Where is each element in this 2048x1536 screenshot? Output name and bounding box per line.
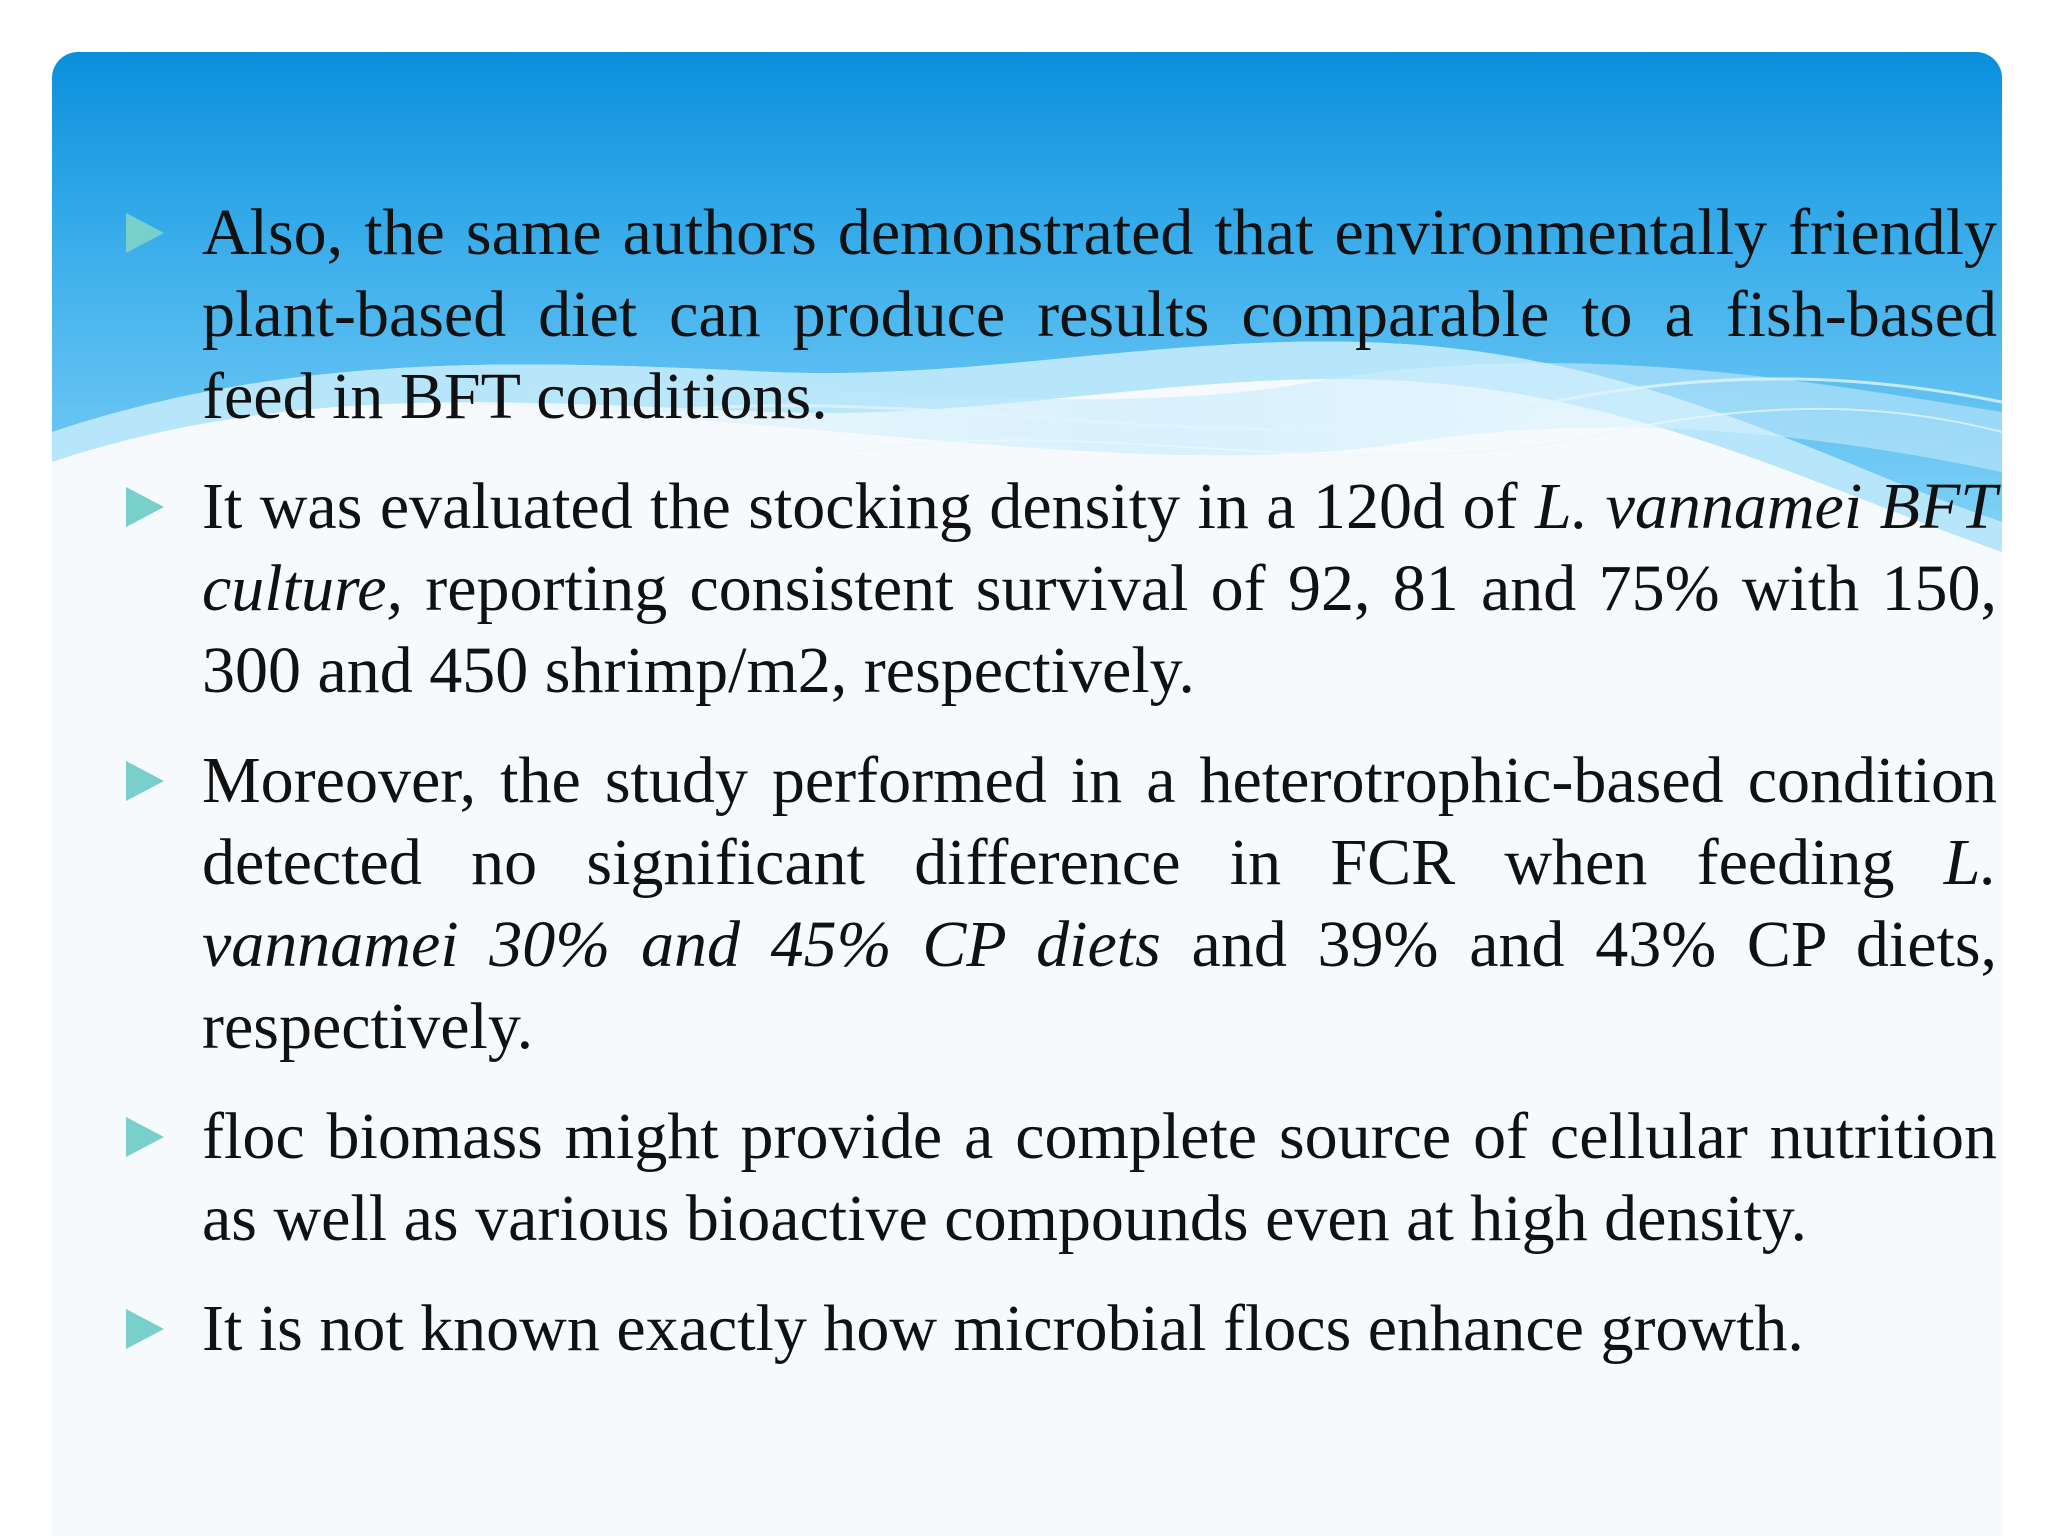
bullet-item bbox=[202, 1096, 1997, 1260]
bullet-text-italic: L. vannamei BFT culture, bbox=[202, 470, 1997, 625]
bullet-text: reporting consistent survival of 92, 81 and 75% with 150, 300 and 450 shrimp/m2, respectively. bbox=[202, 552, 1997, 707]
slide-panel bbox=[52, 52, 2002, 1536]
bullet-text: and 39% and 43% CP diets, respectively. bbox=[202, 908, 1998, 1063]
bullet-item bbox=[202, 192, 1997, 438]
bullet-item bbox=[202, 466, 1997, 712]
triangle-right-icon bbox=[126, 761, 164, 801]
triangle-right-icon bbox=[126, 1117, 164, 1157]
triangle-right-icon bbox=[126, 487, 164, 527]
bullet-text: Moreover, the study performed in a heterotrophic-based condition detected no significant difference in FCR when feeding bbox=[202, 744, 1997, 899]
bullet-item bbox=[202, 1288, 1997, 1370]
triangle-right-icon bbox=[126, 1309, 164, 1349]
bullet-text-italic: L. vannamei 30% and 45% CP diets bbox=[202, 826, 1997, 981]
bullet-list bbox=[202, 192, 1997, 1398]
bullet-item bbox=[202, 740, 1997, 1068]
bullet-text: Also, the same authors demonstrated that environmentally friendly plant-based diet can produce results comparable to a fish-based feed in BFT conditions. bbox=[202, 196, 1997, 433]
bullet-text: floc biomass might provide a complete source of cellular nutrition as well as various bioactive compounds even at high density. bbox=[202, 1100, 1997, 1255]
bullet-text: It is not known exactly how microbial flocs enhance growth. bbox=[202, 1292, 1804, 1365]
triangle-right-icon bbox=[126, 213, 164, 253]
bullet-text: It was evaluated the stocking density in a 120d of bbox=[202, 470, 1535, 543]
